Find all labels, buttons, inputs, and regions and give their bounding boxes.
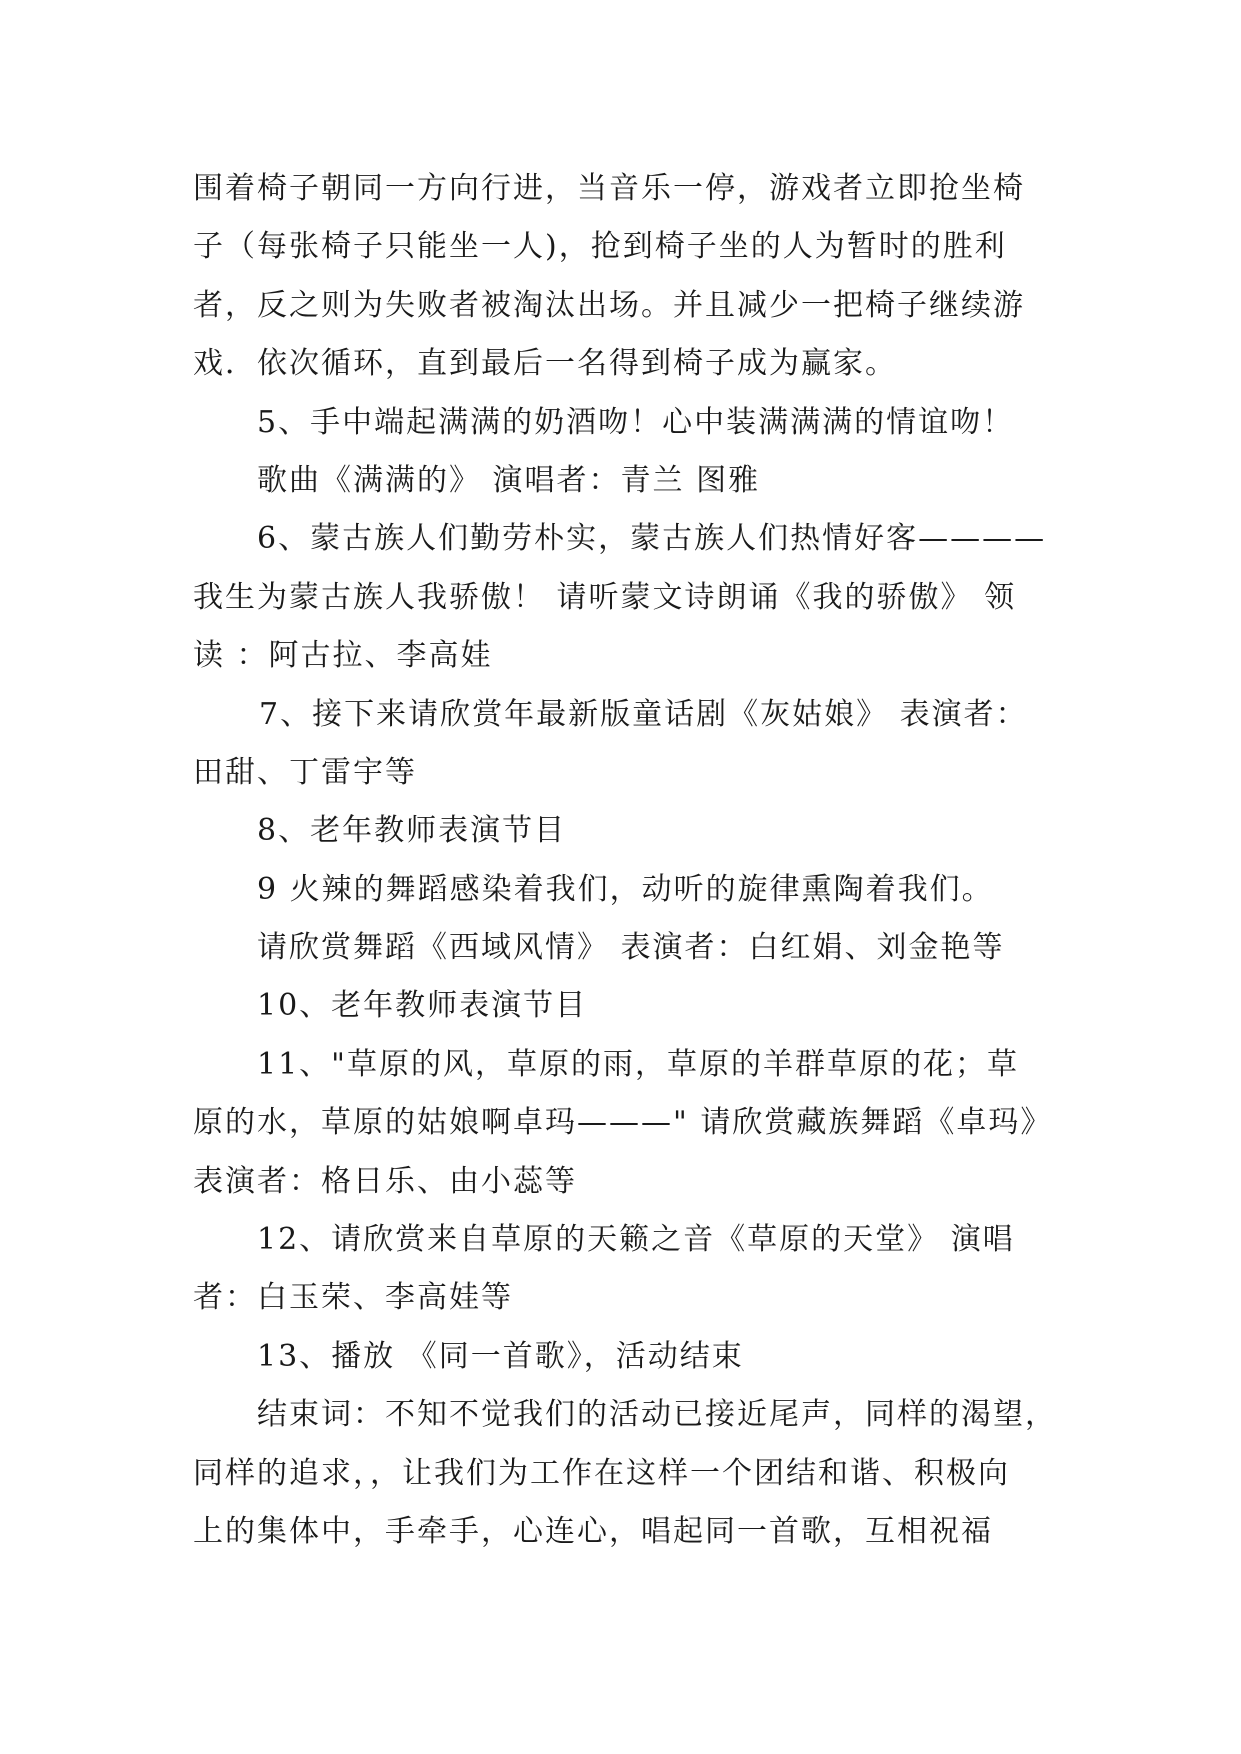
text-line-8: 我生为蒙古族人我骄傲！ 请听蒙文诗朗诵《我的骄傲》 领: [193, 579, 1017, 615]
text-line-21: 13、播放 《同一首歌》，活动结束: [257, 1338, 744, 1374]
text-line-1: 围着椅子朝同一方向行进，当音乐一停，游戏者立即抢坐椅: [193, 171, 1025, 206]
text-line-13: 9 火辣的舞蹈感染着我们，动听的旋律熏陶着我们。: [257, 871, 994, 907]
text-line-16: 11、"草原的风，草原的雨，草原的羊群草原的花；草: [257, 1046, 1019, 1082]
text-line-10: 7、接下来请欣赏年最新版童话剧《灰姑娘》 表演者：: [259, 696, 1028, 732]
text-line-2: 子（每张椅子只能坐一人)，抢到椅子坐的人为暂时的胜利: [193, 229, 1007, 265]
text-line-19: 12、请欣赏来自草原的天籁之音《草原的天堂》 演唱: [257, 1222, 1015, 1258]
document-body: [193, 160, 1057, 1561]
text-line-4: 戏．依次循环，直到最后一名得到椅子成为赢家。: [193, 346, 897, 382]
text-line-3: 者，反之则为失败者被淘汰出场。并且减少一把椅子继续游: [193, 287, 1025, 323]
text-line-17: 原的水，草原的姑娘啊卓玛———" 请欣赏藏族舞蹈《卓玛》: [193, 1105, 1053, 1141]
text-line-20: 者：白玉荣、李高娃等: [193, 1280, 513, 1316]
text-line-9: 读 ：阿古拉、李高娃: [193, 638, 493, 674]
text-line-12: 8、老年教师表演节目: [257, 813, 567, 849]
text-line-23: 同样的追求，，让我们为工作在这样一个团结和谐、积极向: [193, 1455, 1010, 1491]
text-line-24: 上的集体中，手牵手，心连心，唱起同一首歌，互相祝福: [193, 1513, 993, 1549]
text-line-18: 表演者：格日乐、由小蕊等: [193, 1163, 577, 1199]
text-line-11: 田甜、丁雷宇等: [193, 754, 417, 790]
text-line-5: 5、手中端起满满的奶酒吻！心中装满满满的情谊吻！: [257, 404, 1015, 440]
text-line-22: 结束词：不知不觉我们的活动已接近尾声，同样的渴望，: [257, 1397, 1057, 1433]
text-line-15: 10、老年教师表演节目: [257, 988, 588, 1024]
text-line-6: 歌曲《满满的》 演唱者：青兰 图雅: [257, 462, 761, 498]
text-line-14: 请欣赏舞蹈《西域风情》 表演者：白红娟、刘金艳等: [257, 930, 1005, 966]
text-line-7: 6、蒙古族人们勤劳朴实，蒙古族人们热情好客————: [257, 521, 1047, 557]
